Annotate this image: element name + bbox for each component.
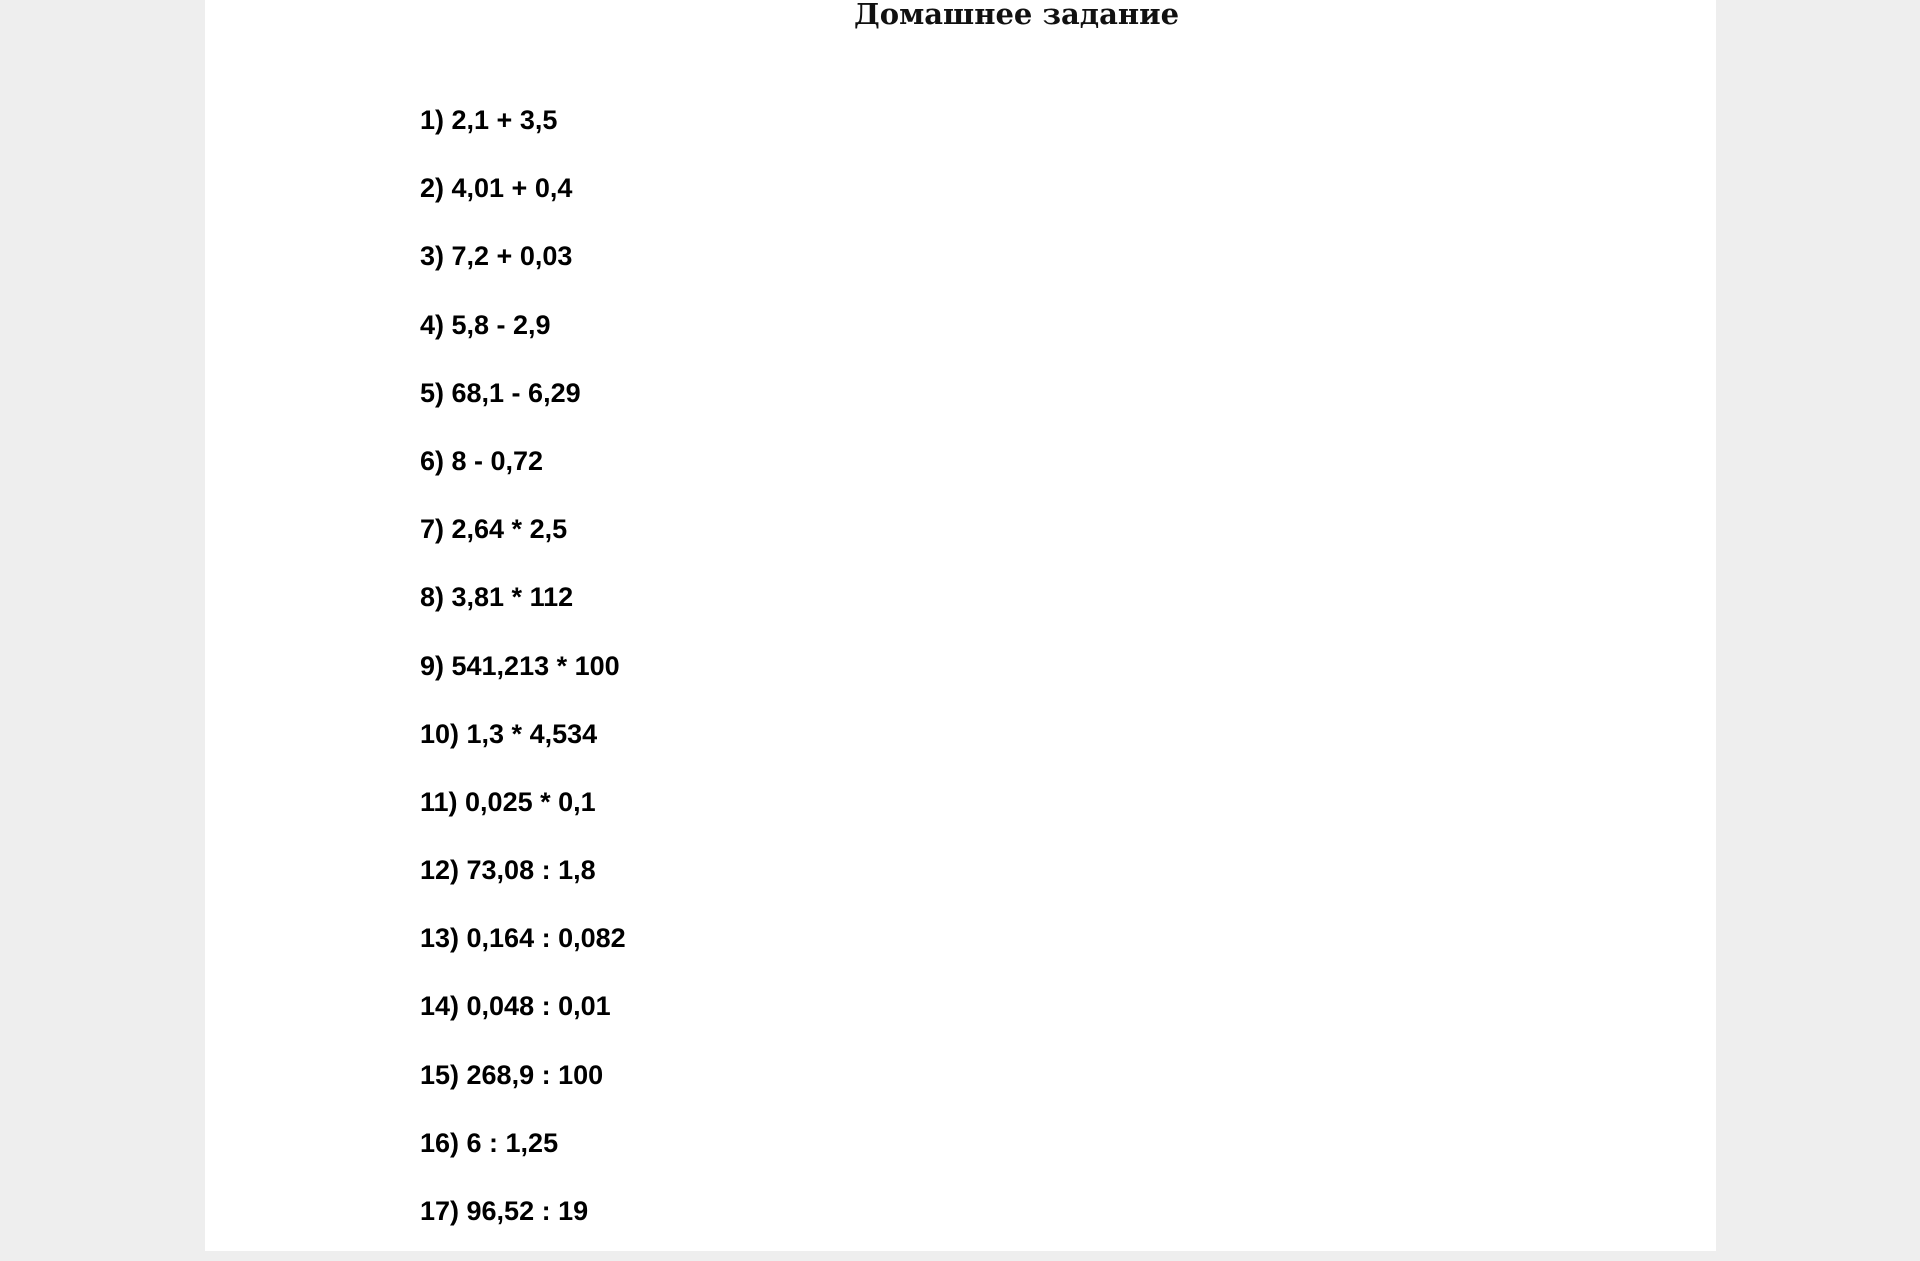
task-item: 7) 2,64 * 2,5 [420, 514, 568, 545]
task-item: 11) 0,025 * 0,1 [420, 786, 596, 817]
task-item: 5) 68,1 - 6,29 [420, 377, 581, 408]
task-list [420, 102, 626, 1261]
task-item: 1) 2,1 + 3,5 [420, 105, 558, 135]
task-item: 12) 73,08 : 1,8 [420, 855, 596, 886]
task-item: 14) 0,048 : 0,01 [420, 991, 611, 1022]
task-item: 2) 4,01 + 0,4 [420, 173, 573, 204]
task-item: 10) 1,3 * 4,534 [420, 718, 598, 749]
document-page [205, 0, 1716, 1251]
task-item: 17) 96,52 : 19 [420, 1196, 589, 1226]
task-item: 6) 8 - 0,72 [420, 445, 544, 476]
task-item: 8) 3,81 * 112 [420, 582, 574, 613]
task-item: 16) 6 : 1,25 [420, 1127, 559, 1158]
task-item: 4) 5,8 - 2,9 [420, 309, 551, 340]
task-item: 13) 0,164 : 0,082 [420, 923, 626, 954]
task-item: 9) 541,213 * 100 [420, 650, 620, 681]
task-item: 3) 7,2 + 0,03 [420, 241, 573, 272]
task-item: 15) 268,9 : 100 [420, 1059, 604, 1090]
document-title: Домашнее задание [853, 0, 1180, 31]
